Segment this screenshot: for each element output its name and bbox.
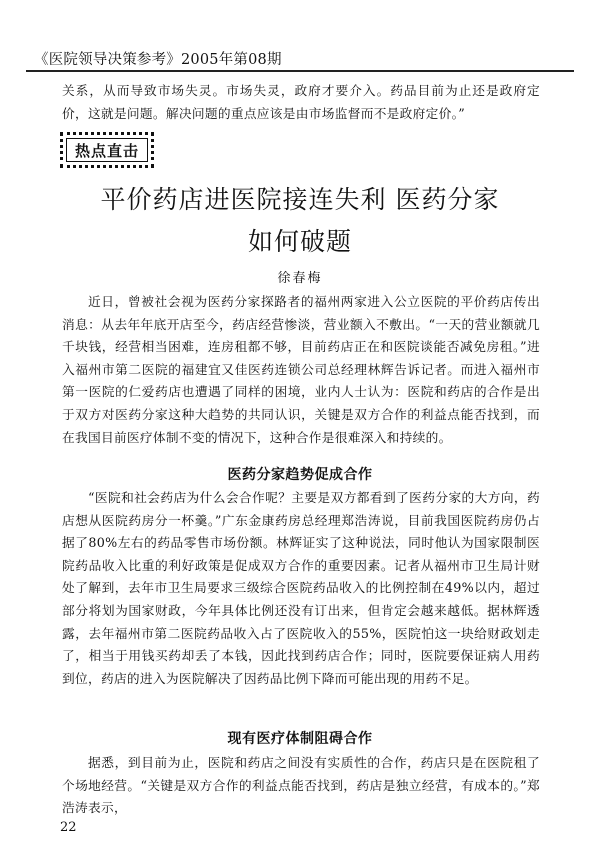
- header-divider: [26, 70, 574, 72]
- intro-continuation-paragraph: 关系，从而导致市场失灵。市场失灵，政府才要介入。药品目前为止还是政府定价，这就是问题。解决问题的重点应该是由市场监督而不是政府定价。”: [62, 83, 540, 121]
- article-title-line-1: 平价药店进医院接连失利 医药分家: [100, 185, 500, 214]
- page-number: 22: [60, 820, 77, 835]
- body-paragraph-2: “医院和社会药店为什么会合作呢？主要是双方都看到了医药分家的大方向，药店想从医院药房分一杯羹。”广东金康药房总经理郑浩涛说，目前我国医院药房仍占据了80%左右的药品零售市场份额。林辉证实了这种说法，同时他认为国家限制医院药品收入比重的利好政策是促成双方合作的重要因素。记者从福州市卫生局计财处了解到，去年市卫生局要求三级综合医院药品收入的比例控制在49%以内，超过部分将划为国家财政，今年具体比例还没有订出来，但肯定会越来越低。据林辉透露，去年福州市第二医院药品收入占了医院收入的55%，医院怕这一块给财政划走了，相当于用钱买药却丢了本钱，因此找到药店合作；同时，医院要保证病人用药到位，药店的进入为医院解决了因药品比例下降而可能出现的用药不足。: [62, 490, 540, 686]
- column-badge-label: 热点直击: [66, 138, 148, 162]
- section-heading-trend: 医药分家趋势促成合作: [227, 467, 373, 483]
- body-paragraph-1: 近日，曾被社会视为医药分家探路者的福州两家进入公立医院的平价药店传出消息：从去年年底开店至今，药店经营惨淡，营业额入不敷出。“一天的营业额就几千块钱，经营相当困难，连房租都不够，目前药店正在和医院谈能否减免房租。”进入福州市第二医院的福建宜又佳医药连锁公司总经理林辉告诉记者。而进入福州市第一医院的仁爱药店也遭遇了同样的困境，业内人士认为：医院和药店的合作是出于双方对医药分家这种大趋势的共同认识，关键是双方合作的利益点能否找到，而在我国目前医疗体制不变的情况下，这种合作是很难深入和持续的。: [62, 294, 540, 445]
- article-author: 徐春梅: [277, 271, 323, 286]
- running-header: 《医院领导决策参考》2005年第08期: [34, 52, 282, 68]
- section-heading-obstacle: 现有医疗体制阻碍合作: [227, 731, 373, 747]
- article-title-line-2: 如何破题: [247, 227, 352, 256]
- column-badge: [60, 132, 154, 168]
- body-paragraph-3: 据悉，到目前为止，医院和药店之间没有实质性的合作，药店只是在医院租了个场地经营。“关键是双方合作的利益点能否找到，药店是独立经营，有成本的。”郑浩涛表示，: [62, 755, 540, 816]
